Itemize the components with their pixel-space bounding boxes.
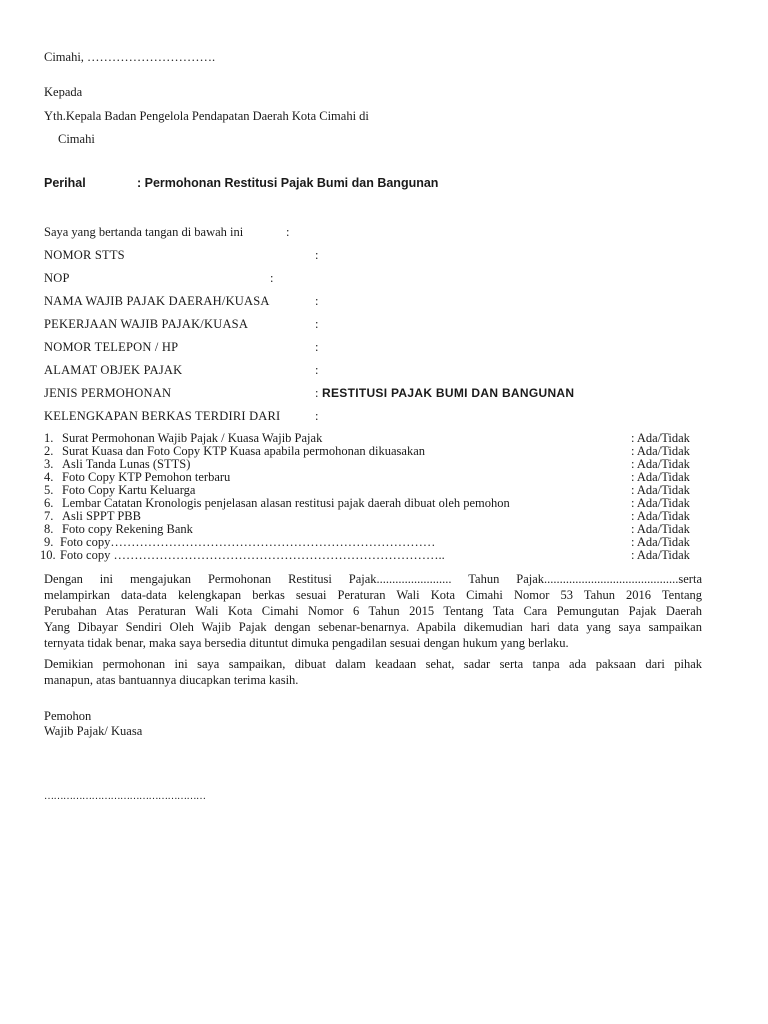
paragraph-line: Yang Dibayar Sendiri Oleh Wajib Pajak dengan sebenar-benarnya. Apabila dikemudian hari data yang saya sampaikan — [44, 620, 702, 634]
recipient-line1: Yth.Kepala Badan Pengelola Pendapatan Daerah Kota Cimahi di — [44, 109, 369, 123]
paragraph-line: melampirkan data-data kelengkapan berkas sesuai Peraturan Wali Kota Cimahi Nomor 53 Tahun 2016 Tentang — [44, 588, 702, 602]
checklist-text: Foto copy …………………………………………………………………….. — [60, 548, 445, 562]
checklist-text: Asli Tanda Lunas (STTS) — [62, 457, 191, 471]
checklist-text: Lembar Catatan Kronologis penjelasan alasan restitusi pajak daerah dibuat oleh pemohon — [62, 496, 510, 510]
checklist-status: : Ada/Tidak — [631, 470, 690, 484]
intro-colon: : — [286, 225, 290, 239]
field-label: PEKERJAAN WAJIB PAJAK/KUASA — [44, 317, 249, 331]
field-label: NAMA WAJIB PAJAK DAERAH/KUASA — [44, 294, 270, 308]
checklist-number: 4. — [44, 470, 54, 484]
checklist-status: : Ada/Tidak — [631, 509, 690, 523]
intro-text: Saya yang bertanda tangan di bawah ini — [44, 225, 244, 239]
field-label: NOMOR STTS — [44, 248, 125, 262]
field-colon: : — [315, 386, 319, 400]
statement-paragraph — [44, 571, 702, 651]
checklist-status: : Ada/Tidak — [631, 483, 690, 497]
field-label: ALAMAT OBJEK PAJAK — [44, 363, 183, 377]
checklist-status: : Ada/Tidak — [631, 457, 690, 471]
checklist-number: 1. — [44, 431, 54, 445]
field-label: NOMOR TELEPON / HP — [44, 340, 179, 354]
checklist-text: Surat Kuasa dan Foto Copy KTP Kuasa apabila permohonan dikuasakan — [62, 444, 426, 458]
recipient-line2: Cimahi — [58, 132, 95, 146]
checklist-status: : Ada/Tidak — [631, 548, 690, 562]
checklist-number: 8. — [44, 522, 54, 536]
checklist-status: : Ada/Tidak — [631, 496, 690, 510]
checklist-text: Asli SPPT PBB — [62, 509, 141, 523]
field-colon: : — [315, 363, 319, 377]
checklist-text: Foto Copy KTP Pemohon terbaru — [62, 470, 231, 484]
paragraph-line: manapun, atas bantuannya diucapkan terima kasih. — [44, 673, 299, 687]
paragraph-line: Dengan ini mengajukan Permohonan Restitusi Pajak........................ Tahun Pajak...........................................serta — [44, 572, 702, 586]
checklist-number: 5. — [44, 483, 54, 497]
checklist-number: 10. — [40, 548, 56, 562]
perihal-label: Perihal — [44, 176, 86, 190]
field-colon: : — [315, 317, 319, 331]
checklist-text: Foto Copy Kartu Keluarga — [62, 483, 196, 497]
field-colon: : — [315, 340, 319, 354]
paragraph-line: ternyata tidak benar, maka saya bersedia dituntut dimuka pengadilan sesuai dengan hukum yang berlaku. — [44, 636, 569, 650]
checklist-status: : Ada/Tidak — [631, 522, 690, 536]
signature-title: Pemohon — [44, 709, 92, 723]
signature-subtitle: Wajib Pajak/ Kuasa — [44, 724, 143, 738]
perihal-value: : Permohonan Restitusi Pajak Bumi dan Bangunan — [137, 176, 439, 190]
paragraph-line: Demikian permohonan ini saya sampaikan, dibuat dalam keadaan sehat, sadar serta tanpa ada paksaan dari pihak — [44, 657, 702, 671]
checklist-status: : Ada/Tidak — [631, 444, 690, 458]
field-colon: : — [315, 248, 319, 262]
field-label: JENIS PERMOHONAN — [44, 386, 172, 400]
field-colon: : — [315, 409, 319, 423]
checklist-number: 7. — [44, 509, 54, 523]
checklist-status: : Ada/Tidak — [631, 431, 690, 445]
field-colon: : — [270, 271, 274, 285]
checklist-text: Foto copy Rekening Bank — [62, 522, 193, 536]
checklist-number: 9. — [44, 535, 54, 549]
checklist-text: Surat Permohonan Wajib Pajak / Kuasa Wajib Pajak — [62, 431, 323, 445]
closing-paragraph — [44, 656, 702, 688]
jenis-permohonan-value: RESTITUSI PAJAK BUMI DAN BANGUNAN — [322, 386, 575, 400]
recipient-kepada: Kepada — [44, 85, 83, 99]
checklist-number: 2. — [44, 444, 54, 458]
field-label: NOP — [44, 271, 70, 285]
place-date: Cimahi, …………………………. — [44, 50, 216, 64]
checklist-status: : Ada/Tidak — [631, 535, 690, 549]
field-colon: : — [315, 294, 319, 308]
checklist-number: 3. — [44, 457, 54, 471]
field-label: KELENGKAPAN BERKAS TERDIRI DARI — [44, 409, 281, 423]
checklist-text: Foto copy…………………………………………………………………… — [60, 535, 436, 549]
paragraph-line: Perubahan Atas Peraturan Wali Kota Cimahi Nomor 6 Tahun 2015 Tentang Tata Cara Pemungutan Pajak Daerah — [44, 604, 702, 618]
checklist-number: 6. — [44, 496, 54, 510]
signature-blank-line: …………………………………………… — [44, 791, 206, 802]
